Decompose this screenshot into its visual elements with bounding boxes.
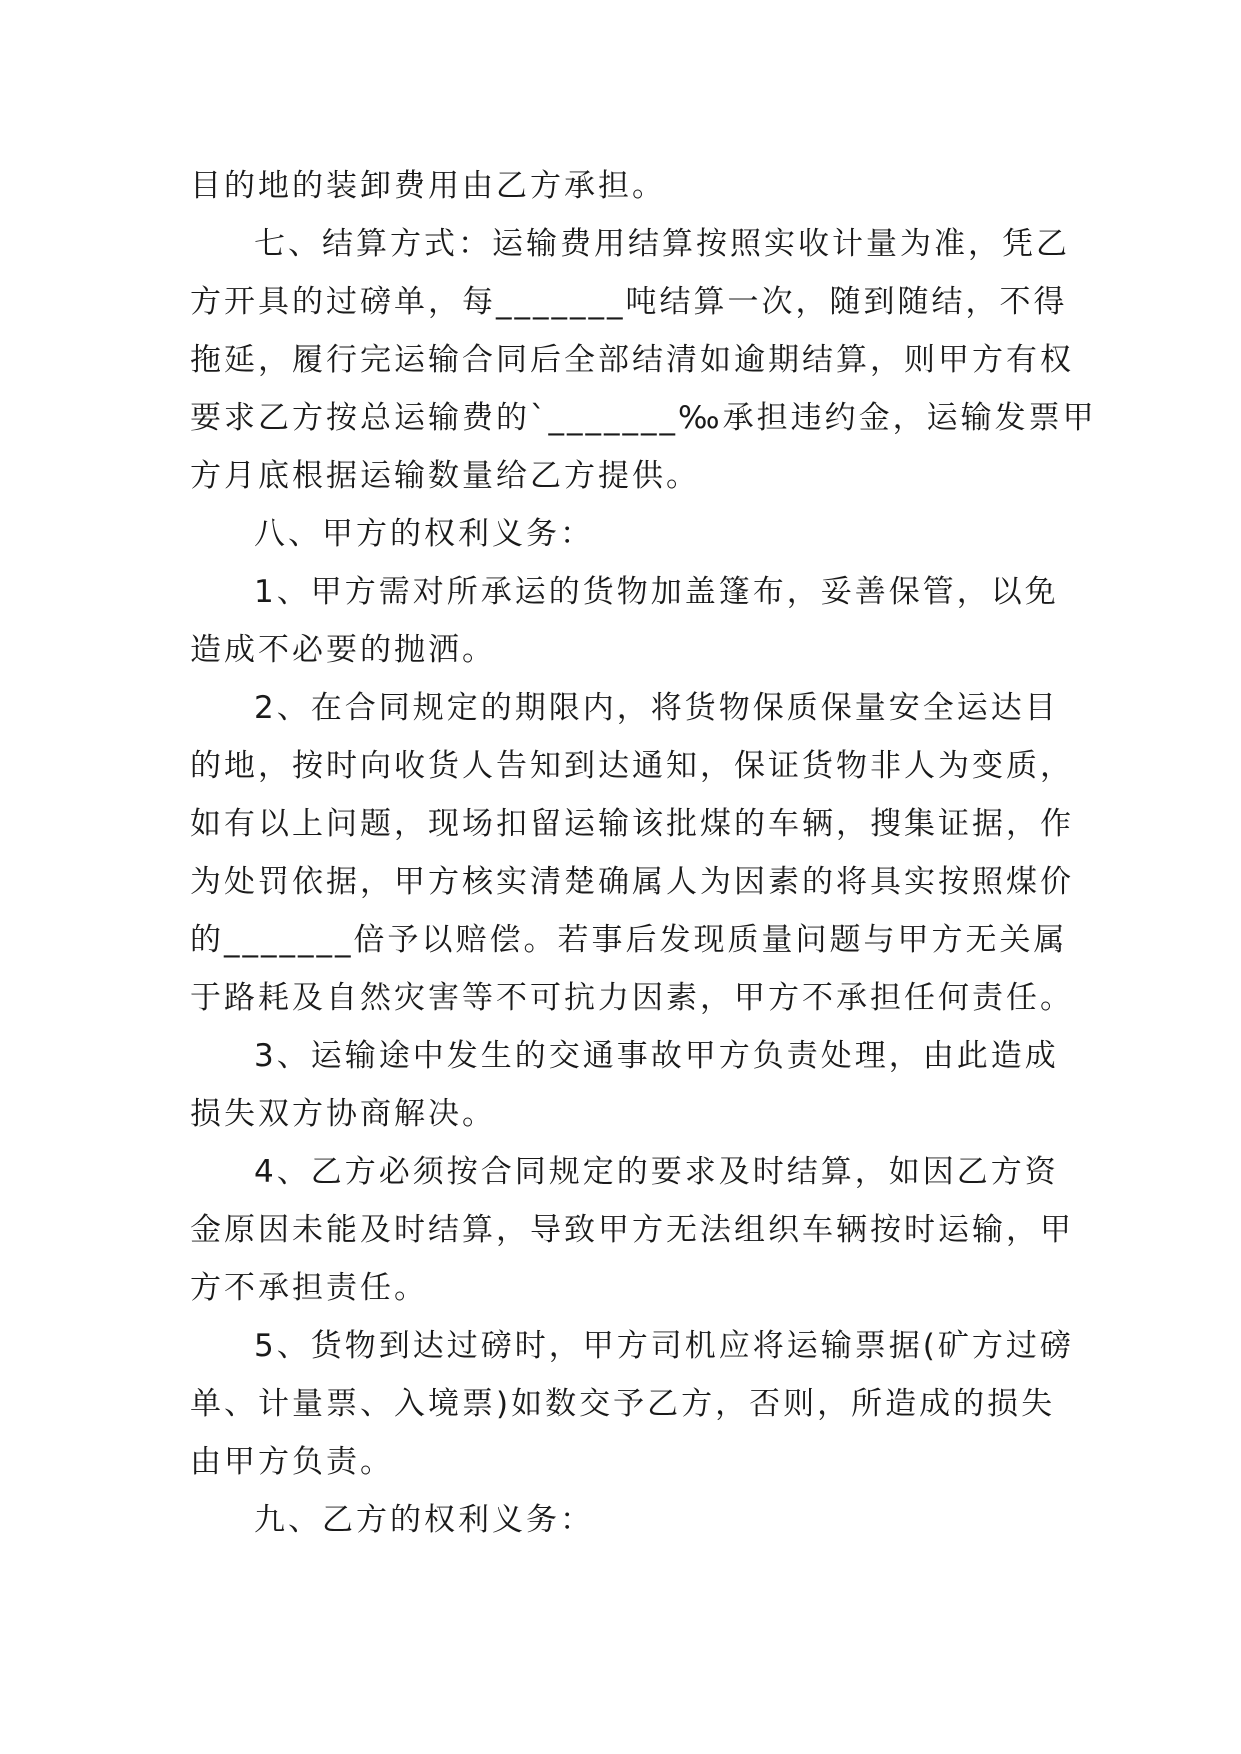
text-line-1: 目的地的装卸费用由乙方承担。 bbox=[190, 168, 666, 204]
text-line-13: 为处罚依据，甲方核实清楚确属人为因素的将具实按照煤价 bbox=[190, 864, 1074, 900]
text-line-10: 2、在合同规定的期限内，将货物保质保量安全运达目 bbox=[254, 690, 1059, 726]
text-line-22: 单、计量票、入境票)如数交予乙方，否则，所造成的损失 bbox=[190, 1386, 1056, 1422]
text-line-2: 七、结算方式：运输费用结算按照实收计量为准，凭乙 bbox=[254, 226, 1070, 262]
text-line-4: 拖延，履行完运输合同后全部结清如逾期结算，则甲方有权 bbox=[190, 342, 1074, 378]
text-line-5: 要求乙方按总运输费的`_______‰承担违约金，运输发票甲 bbox=[190, 400, 1097, 436]
text-line-14: 的_______倍予以赔偿。若事后发现质量问题与甲方无关属 bbox=[190, 922, 1068, 958]
text-line-12: 如有以上问题，现场扣留运输该批煤的车辆，搜集证据，作 bbox=[190, 806, 1074, 842]
text-line-16: 3、运输途中发生的交通事故甲方负责处理，由此造成 bbox=[254, 1038, 1059, 1074]
text-line-15: 于路耗及自然灾害等不可抗力因素，甲方不承担任何责任。 bbox=[190, 980, 1074, 1016]
text-line-11: 的地，按时向收货人告知到达通知，保证货物非人为变质， bbox=[190, 748, 1074, 784]
text-line-9: 造成不必要的抛洒。 bbox=[190, 632, 496, 668]
text-line-21: 5、货物到达过磅时，甲方司机应将运输票据(矿方过磅 bbox=[254, 1328, 1074, 1364]
text-line-18: 4、乙方必须按合同规定的要求及时结算，如因乙方资 bbox=[254, 1154, 1059, 1190]
text-line-23: 由甲方负责。 bbox=[190, 1444, 394, 1480]
text-line-19: 金原因未能及时结算，导致甲方无法组织车辆按时运输，甲 bbox=[190, 1212, 1074, 1248]
text-line-20: 方不承担责任。 bbox=[190, 1270, 428, 1306]
text-line-3: 方开具的过磅单，每_______吨结算一次，随到随结，不得 bbox=[190, 284, 1068, 320]
text-line-8: 1、甲方需对所承运的货物加盖篷布，妥善保管，以免 bbox=[254, 574, 1059, 610]
text-line-6: 方月底根据运输数量给乙方提供。 bbox=[190, 458, 700, 494]
text-line-17: 损失双方协商解决。 bbox=[190, 1096, 496, 1132]
text-line-24: 九、乙方的权利义务： bbox=[254, 1502, 594, 1538]
text-line-7: 八、甲方的权利义务： bbox=[254, 516, 594, 552]
